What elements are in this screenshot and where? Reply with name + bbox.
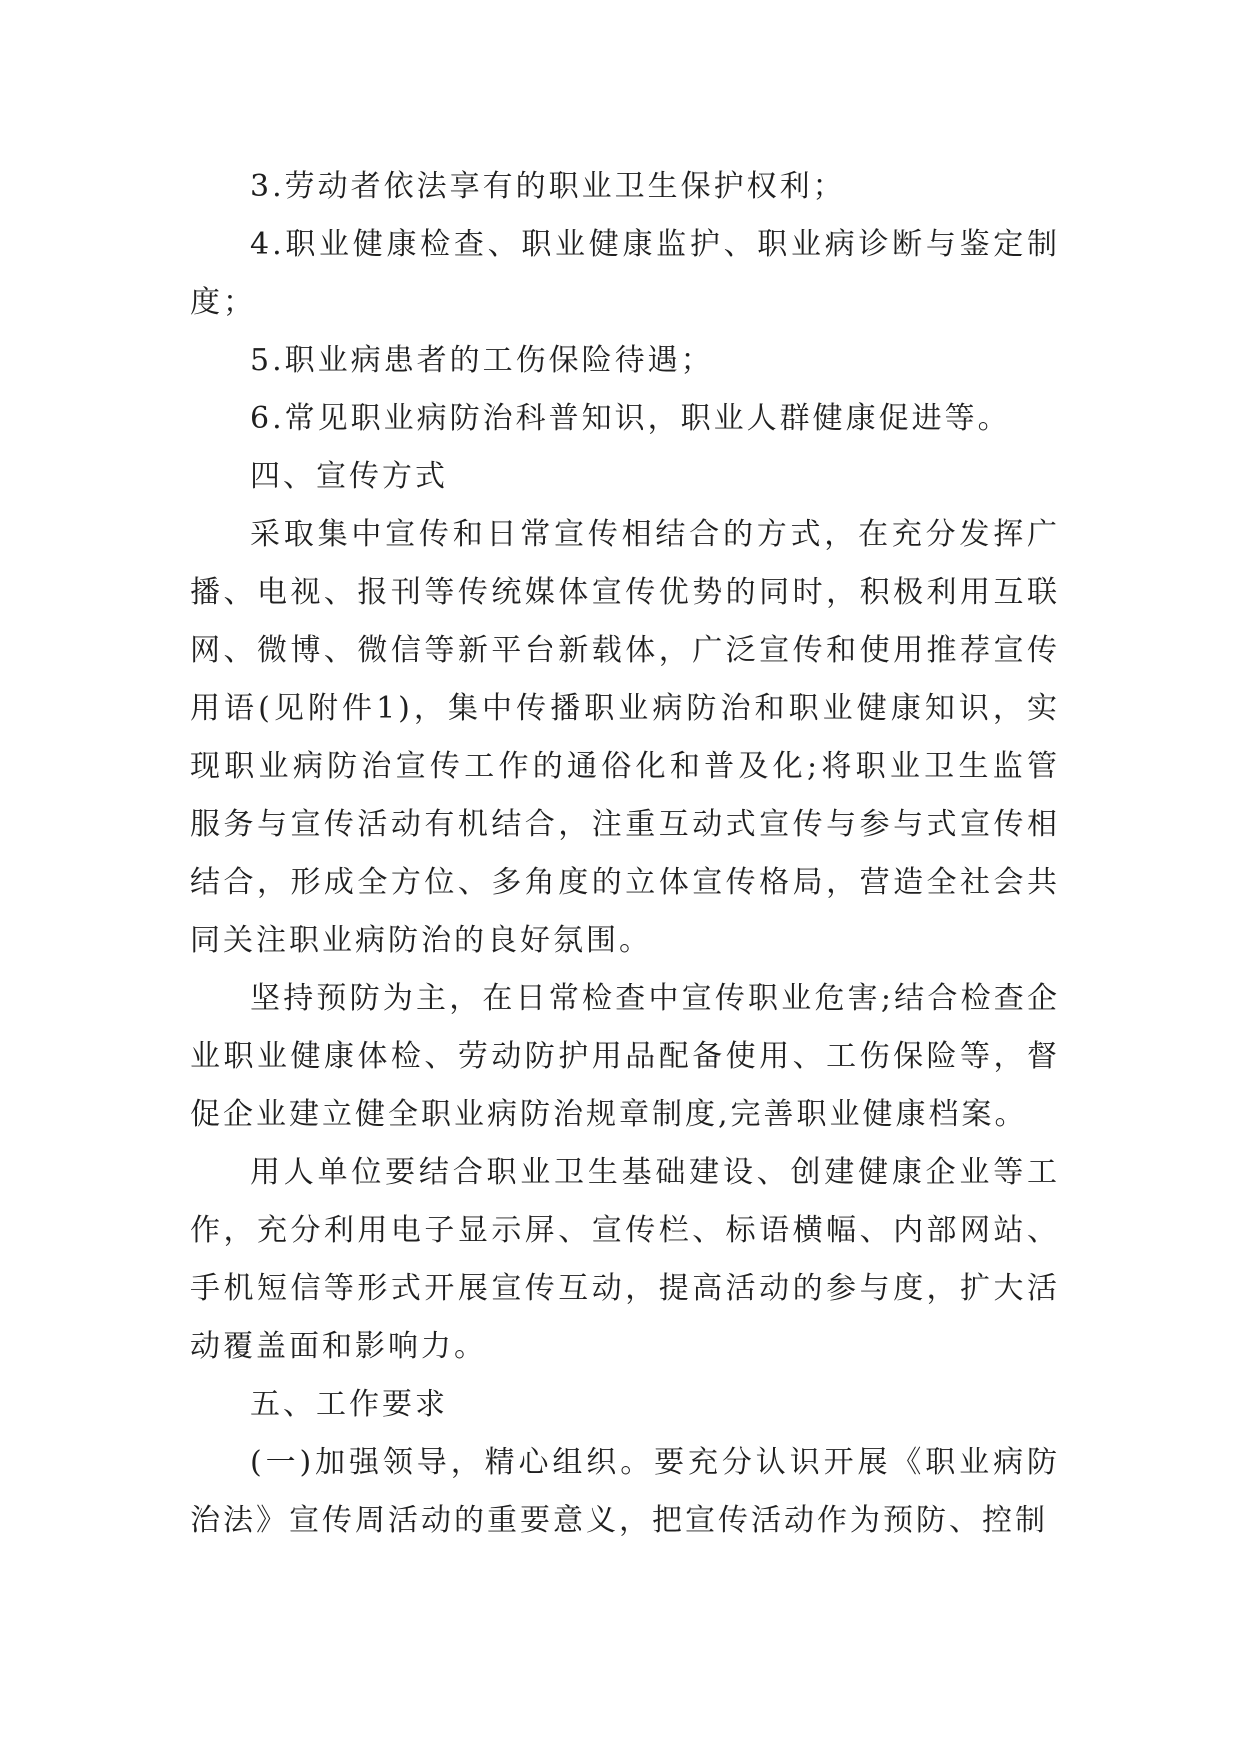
- list-item-rights: 3.劳动者依法享有的职业卫生保护权利；: [250, 169, 846, 204]
- paragraph-leadership: (一)加强领导，精心组织。要充分认识开展《职业病防治法》宣传周活动的重要意义，把宣传活动作为预防、控制: [190, 1445, 1060, 1538]
- paragraph-prevention: 坚持预防为主，在日常检查中宣传职业危害;结合检查企业职业健康体检、劳动防护用品配备使用、工伤保险等，督促企业建立健全职业病防治规章制度,完善职业健康档案。: [190, 981, 1060, 1132]
- list-item-health-check: 4.职业健康检查、职业健康监护、职业病诊断与鉴定制度；: [190, 227, 1060, 320]
- section-heading-work-requirements: 五、工作要求: [250, 1387, 448, 1422]
- document-body: [190, 158, 1060, 1550]
- paragraph-employer-duties: 用人单位要结合职业卫生基础建设、创建健康企业等工作，充分利用电子显示屏、宣传栏、标语横幅、内部网站、手机短信等形式开展宣传互动，提高活动的参与度，扩大活动覆盖面和影响力。: [190, 1155, 1060, 1364]
- list-item-knowledge: 6.常见职业病防治科普知识，职业人群健康促进等。: [250, 401, 1011, 436]
- list-item-insurance: 5.职业病患者的工伤保险待遇；: [250, 343, 714, 378]
- paragraph-publicity-approach: 采取集中宣传和日常宣传相结合的方式，在充分发挥广播、电视、报刊等传统媒体宣传优势的同时，积极利用互联网、微博、微信等新平台新载体，广泛宣传和使用推荐宣传用语(见附件1)，集中传播职业病防治和职业健康知识，实现职业病防治宣传工作的通俗化和普及化;将职业卫生监管服务与宣传活动有机结合，注重互动式宣传与参与式宣传相结合，形成全方位、多角度的立体宣传格局，营造全社会共同关注职业病防治的良好氛围。: [190, 517, 1060, 958]
- section-heading-publicity-methods: 四、宣传方式: [250, 459, 448, 494]
